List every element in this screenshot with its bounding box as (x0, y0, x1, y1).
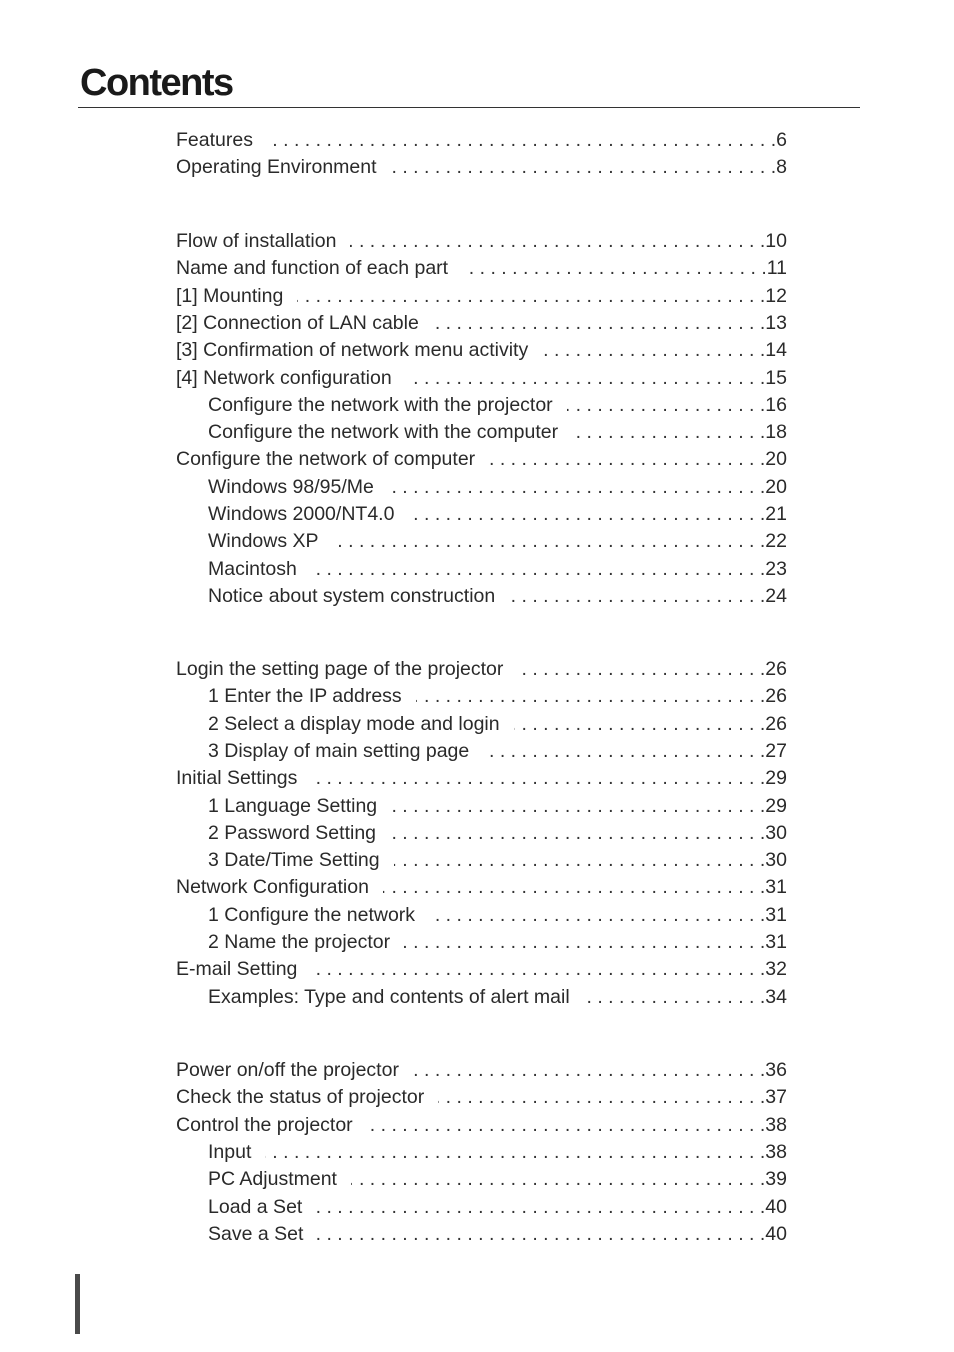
toc-entry-label: 3 Display of main setting page (208, 739, 470, 762)
toc-entry-label: 1 Enter the IP address (208, 685, 402, 708)
toc-dot-leader (509, 583, 765, 610)
toc-dot-leader (350, 228, 765, 255)
toc-entry-page-number: 11 (766, 257, 787, 280)
toc-entry-label: Name and function of each part (176, 257, 449, 280)
toc-entry-label: 1 Language Setting (208, 794, 378, 817)
toc-entry-page-number: 30 (765, 849, 787, 872)
toc-entry-page-number: 39 (765, 1168, 787, 1191)
toc-entry[interactable] (208, 984, 787, 1011)
toc-entry[interactable] (176, 446, 787, 473)
toc-entry[interactable] (208, 820, 787, 847)
toc-entry-label: Initial Settings (176, 767, 298, 790)
toc-dot-leader (517, 656, 765, 683)
toc-dot-leader (311, 765, 765, 792)
toc-entry[interactable] (176, 228, 787, 255)
toc-entry-page-number: 24 (765, 584, 787, 607)
toc-entry-page-number: 16 (765, 393, 787, 416)
toc-entry[interactable] (176, 874, 787, 901)
toc-entry-page-number: 38 (765, 1113, 787, 1136)
toc-entry-label: PC Adjustment (208, 1168, 337, 1191)
toc-entry[interactable] (208, 474, 787, 501)
toc-dot-leader (483, 738, 765, 765)
toc-entry[interactable] (208, 1166, 787, 1193)
toc-entry-page-number: 6 (776, 129, 787, 151)
toc-entry-label: [4] Network configuration (176, 366, 392, 389)
toc-entry-page-number: 36 (765, 1059, 787, 1081)
toc-dot-leader (542, 337, 765, 364)
toc-entry-page-number: 32 (765, 958, 787, 981)
toc-dot-leader (489, 446, 765, 473)
toc-entry-label: Windows 2000/NT4.0 (208, 503, 395, 525)
toc-entry[interactable] (176, 127, 787, 154)
toc-entry-label: Check the status of projector (176, 1086, 425, 1109)
toc-dot-leader (572, 419, 765, 446)
toc-entry[interactable] (176, 1057, 787, 1084)
title-divider (78, 107, 860, 108)
toc-entry-label: [2] Connection of LAN cable (176, 311, 419, 334)
toc-entry-page-number: 29 (765, 767, 787, 790)
toc-entry-label: Configure the network with the computer (208, 421, 559, 444)
toc-dot-leader (367, 1112, 766, 1139)
toc-entry-label: Flow of installation (176, 230, 337, 252)
toc-entry[interactable] (176, 656, 787, 683)
toc-entry-label: Examples: Type and contents of alert mail (208, 985, 570, 1008)
toc-entry-label: Windows XP (208, 530, 319, 553)
toc-entry-page-number: 38 (765, 1140, 787, 1163)
toc-entry[interactable] (176, 337, 787, 364)
toc-entry[interactable] (176, 765, 787, 792)
toc-dot-leader (311, 956, 765, 983)
toc-entry-label: Network Configuration (176, 876, 369, 899)
toc-entry[interactable] (208, 392, 787, 419)
toc-dot-leader (429, 902, 765, 929)
toc-entry-page-number: 31 (765, 876, 787, 899)
toc-entry-page-number: 21 (765, 503, 787, 525)
toc-entry-label: 1 Configure the network (208, 903, 416, 926)
toc-entry[interactable] (176, 255, 787, 282)
toc-entry-page-number: 23 (765, 557, 787, 580)
toc-entry[interactable] (208, 711, 787, 738)
toc-dot-leader (391, 154, 777, 181)
toc-entry[interactable] (208, 793, 787, 820)
toc-dot-leader (317, 1221, 765, 1248)
toc-entry-label: E-mail Setting (176, 958, 298, 981)
toc-entry-page-number: 26 (765, 685, 787, 708)
toc-dot-leader (514, 711, 766, 738)
toc-entry-label: Login the setting page of the projector (176, 658, 504, 680)
toc-entry-page-number: 26 (765, 712, 787, 735)
toc-dot-leader (316, 1194, 765, 1221)
toc-dot-leader (406, 365, 766, 392)
toc-dot-leader (311, 556, 765, 583)
toc-entry-label: 2 Select a display mode and login (208, 712, 500, 735)
toc-dot-leader (438, 1084, 765, 1111)
toc-dot-leader (388, 474, 765, 501)
toc-entry-page-number: 13 (765, 311, 787, 334)
toc-entry[interactable] (208, 583, 787, 610)
toc-dot-leader (394, 847, 766, 874)
toc-entry-page-number: 10 (765, 230, 787, 252)
toc-dot-leader (404, 929, 765, 956)
toc-entry-page-number: 26 (765, 658, 787, 680)
toc-entry-label: Save a Set (208, 1222, 304, 1245)
toc-entry[interactable] (208, 902, 787, 929)
toc-entry-label: Operating Environment (176, 156, 377, 179)
toc-entry[interactable] (208, 683, 787, 710)
toc-entry[interactable] (208, 528, 787, 555)
toc-entry[interactable] (208, 847, 787, 874)
toc-entry-label: Configure the network of computer (176, 448, 476, 471)
toc-entry[interactable] (176, 1084, 787, 1111)
toc-entry[interactable] (176, 956, 787, 983)
toc-entry[interactable] (176, 283, 787, 310)
toc-entry-page-number: 18 (765, 421, 787, 444)
toc-entry-page-number: 29 (765, 794, 787, 817)
toc-dot-leader (333, 528, 766, 555)
toc-dot-leader (265, 1139, 765, 1166)
toc-dot-leader (391, 793, 765, 820)
toc-entry-label: Control the projector (176, 1113, 353, 1136)
toc-entry[interactable] (176, 154, 787, 181)
toc-dot-leader (383, 874, 765, 901)
toc-entry[interactable] (208, 929, 787, 956)
toc-entry-page-number: 8 (776, 156, 787, 179)
toc-dot-leader (584, 984, 766, 1011)
toc-dot-leader (433, 310, 765, 337)
toc-entry-page-number: 31 (765, 903, 787, 926)
toc-entry-page-number: 20 (765, 448, 787, 471)
toc-entry-label: Power on/off the projector (176, 1059, 399, 1081)
toc-entry-label: Features (176, 129, 253, 151)
toc-entry-page-number: 37 (765, 1086, 787, 1109)
toc-dot-leader (267, 127, 776, 154)
page-title: Contents (80, 62, 233, 104)
toc-dot-leader (351, 1166, 765, 1193)
toc-entry[interactable] (176, 310, 787, 337)
toc-entry-page-number: 31 (765, 931, 787, 953)
toc-dot-leader (462, 255, 767, 282)
toc-entry-label: Load a Set (208, 1195, 303, 1218)
toc-entry[interactable] (208, 1194, 787, 1221)
toc-entry[interactable] (208, 419, 787, 446)
toc-entry-label: Macintosh (208, 557, 297, 580)
toc-dot-leader (297, 283, 765, 310)
toc-entry-label: Configure the network with the projector (208, 393, 553, 416)
toc-entry-page-number: 30 (765, 821, 787, 844)
toc-entry-page-number: 15 (765, 366, 787, 389)
toc-entry[interactable] (176, 1112, 787, 1139)
toc-entry-page-number: 27 (765, 739, 787, 762)
toc-dot-leader (390, 820, 765, 847)
toc-entry-label: [1] Mounting (176, 284, 284, 307)
toc-entry[interactable] (176, 365, 787, 392)
toc-entry-page-number: 14 (765, 339, 787, 362)
toc-dot-leader (408, 501, 765, 528)
toc-entry[interactable] (208, 738, 787, 765)
toc-entry-label: Windows 98/95/Me (208, 475, 374, 498)
toc-entry-page-number: 20 (765, 475, 787, 498)
toc-entry-page-number: 40 (765, 1222, 787, 1245)
toc-dot-leader (413, 1057, 765, 1084)
toc-entry-page-number: 34 (765, 985, 787, 1008)
toc-entry-page-number: 22 (765, 530, 787, 553)
toc-entry[interactable] (208, 1139, 787, 1166)
toc-entry-label: Notice about system construction (208, 584, 496, 607)
toc-entry-label: 3 Date/Time Setting (208, 849, 380, 872)
toc-entry-page-number: 12 (765, 284, 787, 307)
toc-entry-label: 2 Password Setting (208, 821, 377, 844)
toc-entry-page-number: 40 (765, 1195, 787, 1218)
toc-entry[interactable] (208, 1221, 787, 1248)
toc-dot-leader (567, 392, 766, 419)
toc-entry[interactable] (208, 501, 787, 528)
toc-entry-label: 2 Name the projector (208, 931, 391, 953)
toc-entry[interactable] (208, 556, 787, 583)
toc-entry-label: [3] Confirmation of network menu activity (176, 339, 529, 362)
toc-dot-leader (416, 683, 766, 710)
page-margin-bar (75, 1274, 80, 1334)
toc-entry-label: Input (208, 1140, 252, 1163)
